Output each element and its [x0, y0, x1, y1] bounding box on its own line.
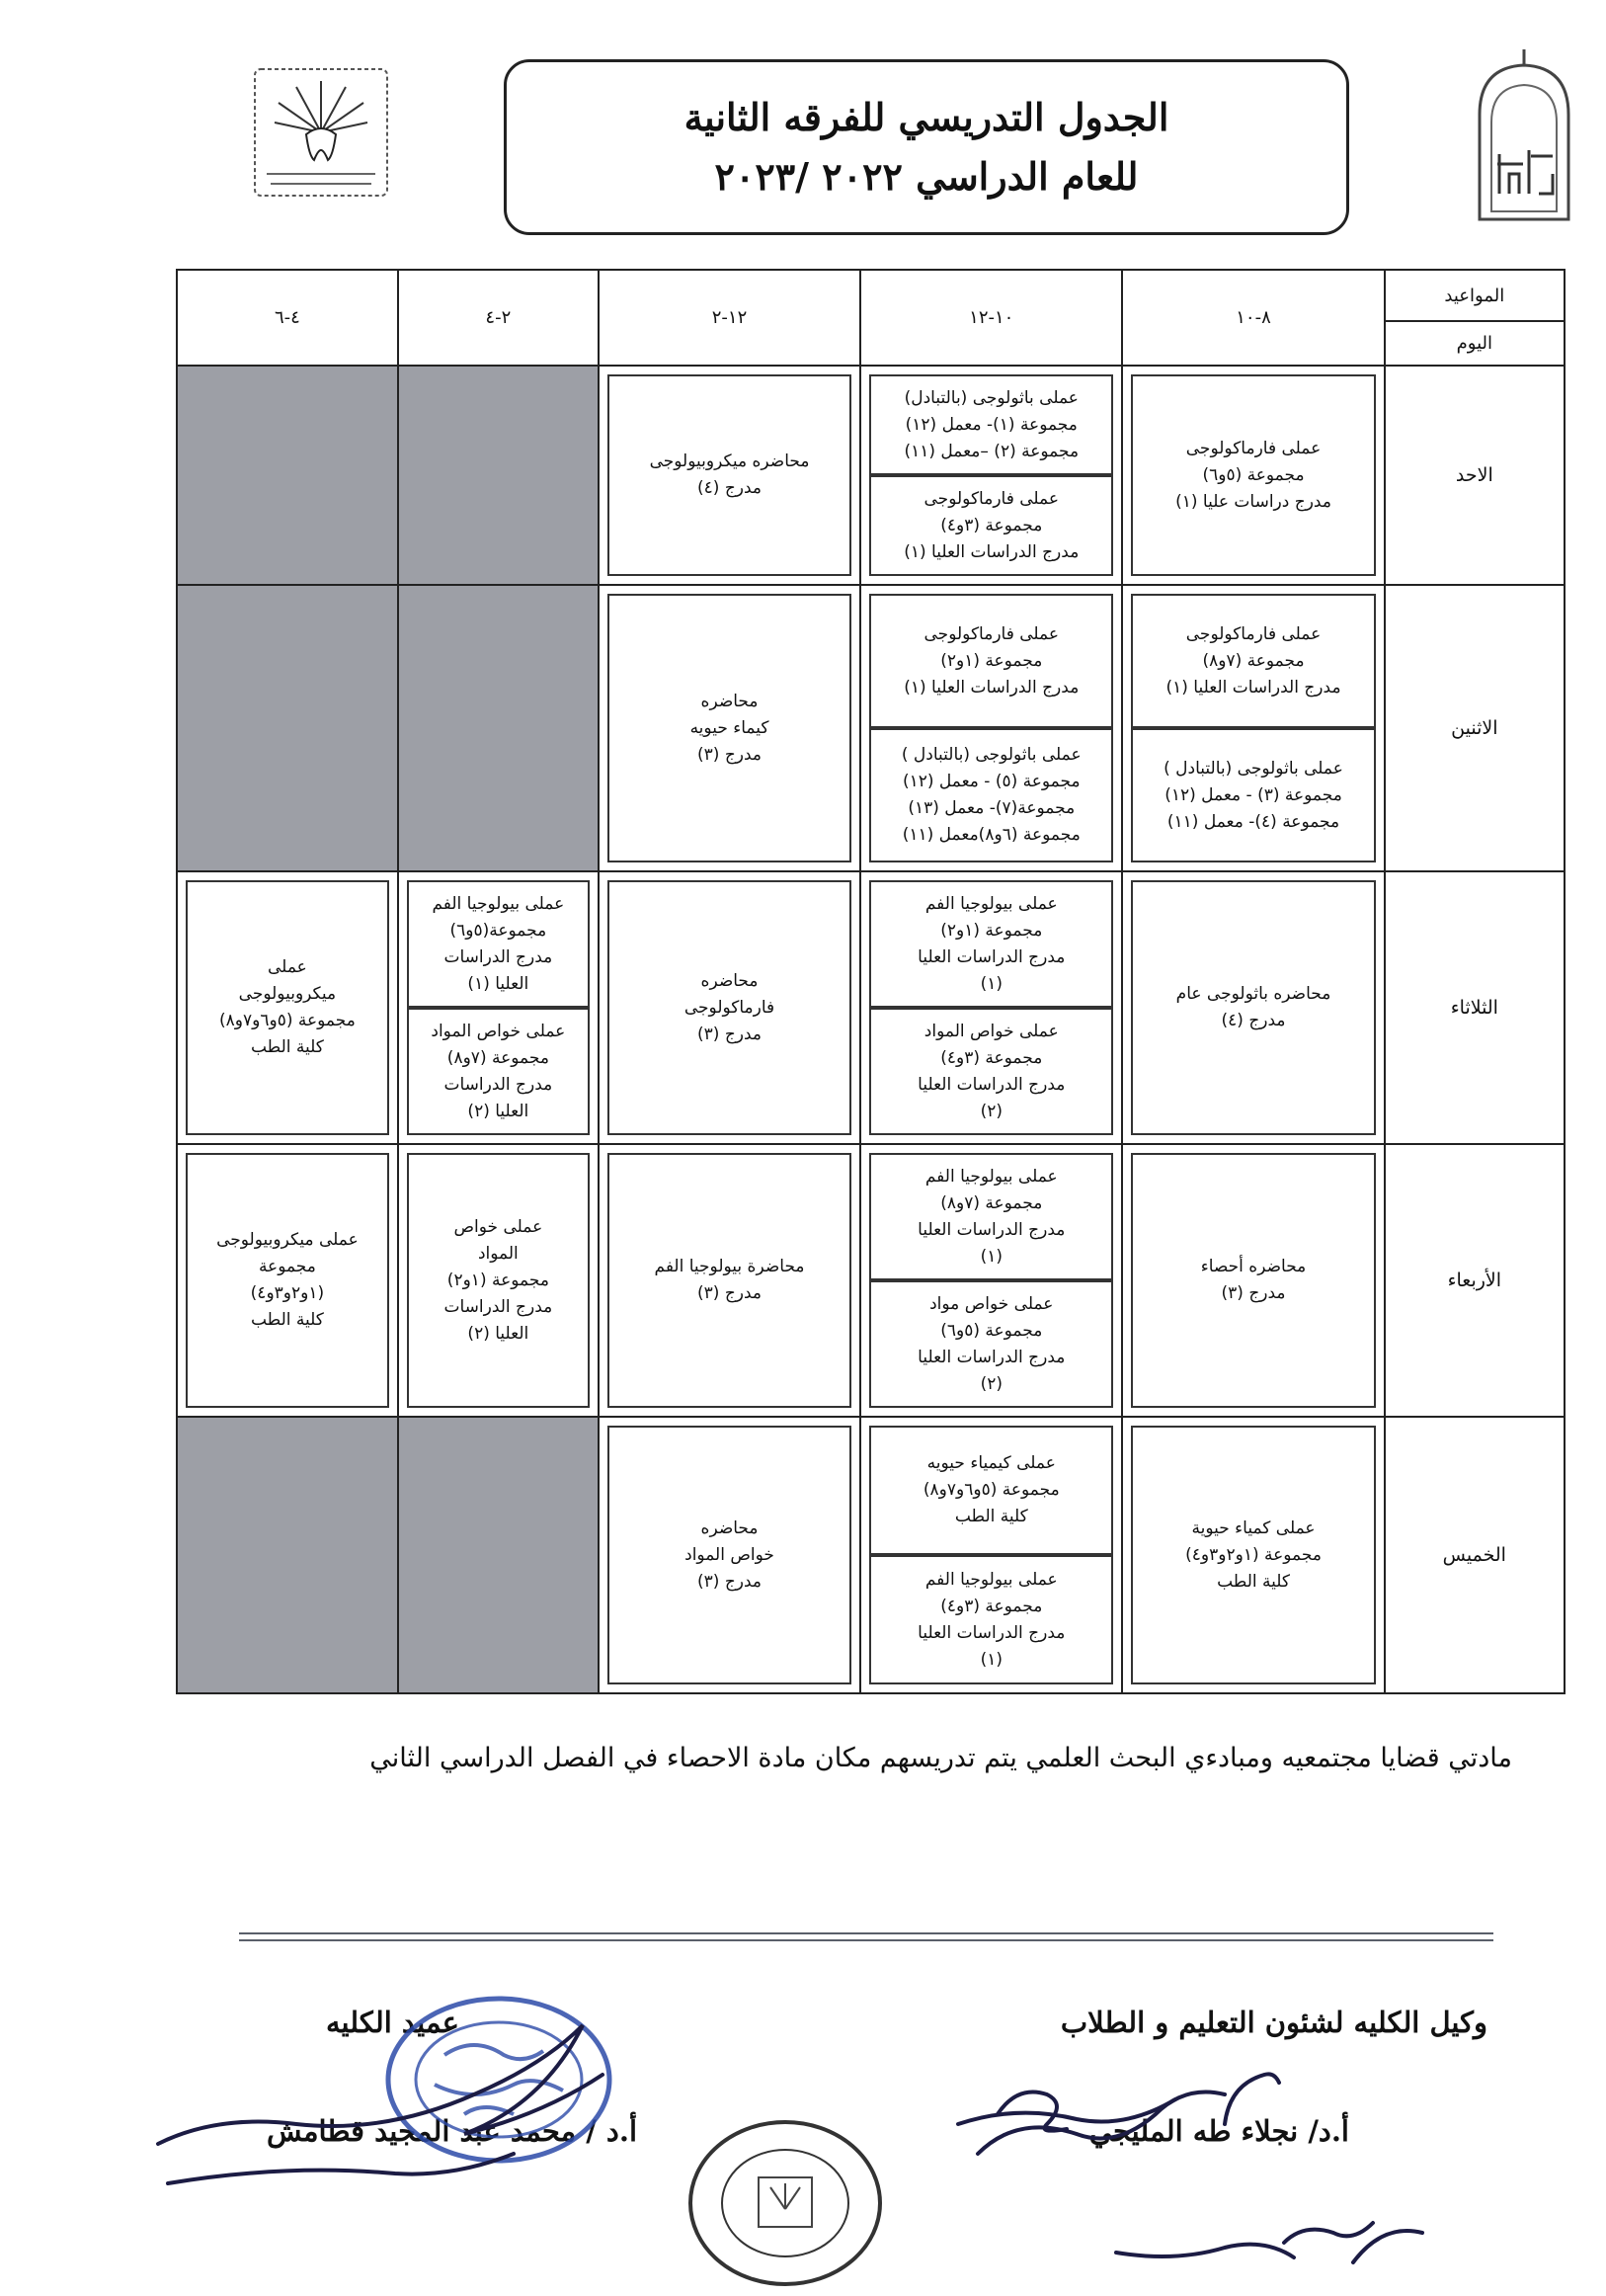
- day-cell: الثلاثاء: [1385, 871, 1565, 1144]
- session-cell: عملى ميكروبيولوجى مجموعة (٥و٦و٧و٨) كلية الطب: [177, 871, 398, 1144]
- schedule-table: [176, 269, 1566, 1694]
- page-title: الجدول التدريسي للفرقه الثانية: [683, 95, 1169, 139]
- day-header: اليوم: [1385, 321, 1565, 366]
- session-cell: عملى خواص المواد مجموعة (١و٢) مدرج الدراسات العليا (٢): [398, 1144, 599, 1417]
- empty-slot: [398, 1417, 599, 1693]
- times-header: المواعيد: [1385, 270, 1565, 321]
- empty-slot: [177, 585, 398, 871]
- session-cell: عملى بيولوجيا الفم مجموعة(٥و٦) مدرج الدراسات العليا (١) عملى خواص المواد مجموعة (٧و٨) مدرج الدراسات العليا (٢): [398, 871, 599, 1144]
- schedule-title-box: [504, 59, 1349, 235]
- separator-line: [239, 1932, 1493, 1934]
- day-cell: الاحد: [1385, 366, 1565, 585]
- session-cell: عملى كيمياء حيويه مجموعة (٥و٦و٧و٨) كلية الطب عملى بيولوجيا الفم مجموعة (٣و٤) مدرج الدراسات العليا (١): [860, 1417, 1122, 1693]
- university-logo: [1470, 45, 1578, 227]
- session-cell: محاضره فارماكولوجى مدرج (٣): [599, 871, 860, 1144]
- session-cell: محاضره باثولوجى عام مدرج (٤): [1122, 871, 1384, 1144]
- dean-name: أ.د / محمد عبد المجيد قطامش: [267, 2114, 638, 2148]
- day-cell: الخميس: [1385, 1417, 1565, 1693]
- separator-line: [239, 1939, 1493, 1941]
- table-row: [177, 1144, 1565, 1417]
- session-cell: محاضره أحصاء مدرج (٣): [1122, 1144, 1384, 1417]
- academic-year: للعام الدراسي ٢٠٢٢ /٢٠٢٣: [714, 154, 1139, 199]
- table-row: [177, 1417, 1565, 1693]
- session-cell: عملى ميكروبيولوجى مجموعة (١و٢و٣و٤) كلية الطب: [177, 1144, 398, 1417]
- time-slot-header: ٨-١٠: [1122, 270, 1384, 366]
- empty-slot: [177, 1417, 398, 1693]
- empty-slot: [398, 366, 599, 585]
- session-cell: عملى فارماكولوجى مجموعة (٧و٨) مدرج الدراسات العليا (١) عملى باثولوجى (بالتبادل ) مجموعة (٣) - معمل (١٢) مجموعة (٤)- معمل (١١): [1122, 585, 1384, 871]
- session-cell: عملى بيولوجيا الفم مجموعة (١و٢) مدرج الدراسات العليا (١) عملى خواص المواد مجموعة (٣و٤) مدرج الدراسات العليا (٢): [860, 871, 1122, 1144]
- time-slot-header: ٢-٤: [398, 270, 599, 366]
- session-cell: محاضرة بيولوجيا الفم مدرج (٣): [599, 1144, 860, 1417]
- table-row: [177, 871, 1565, 1144]
- session-cell: محاضره خواص المواد مدرج (٣): [599, 1417, 860, 1693]
- time-slot-header: ١٠-١٢: [860, 270, 1122, 366]
- time-slot-header: ١٢-٢: [599, 270, 860, 366]
- empty-slot: [398, 585, 599, 871]
- table-row: [177, 585, 1565, 871]
- session-cell: عملى كمياء حيوية مجموعة (١و٢و٣و٤) كلية الطب: [1122, 1417, 1384, 1693]
- session-cell: عملى باثولوجى (بالتبادل) مجموعة (١)- معمل (١٢) مجموعة (٢) –معمل (١١) عملى فارماكولوجى مجموعة (٣و٤) مدرج الدراسات العليا (١): [860, 366, 1122, 585]
- faculty-logo: [247, 63, 395, 202]
- table-row: [177, 366, 1565, 585]
- session-cell: عملى بيولوجيا الفم مجموعة (٧و٨) مدرج الدراسات العليا (١) عملى خواص مواد مجموعة (٥و٦) مدرج الدراسات العليا (٢): [860, 1144, 1122, 1417]
- footnote: مادتي قضايا مجتمعيه ومبادءي البحث العلمي يتم تدريسهم مكان مادة الاحصاء في الفصل الدراسي الثاني: [369, 1743, 1512, 1773]
- session-cell: عملى فارماكولوجى مجموعة (١و٢) مدرج الدراسات العليا (١) عملى باثولوجى (بالتبادل ) مجموعة (٥) - معمل (١٢) مجموعة(٧)- معمل (١٣) مجموعة (٦و٨)معمل (١١): [860, 585, 1122, 871]
- dean-title: عميد الكليه: [326, 2006, 459, 2039]
- vice-dean-title: وكيل الكليه لشئون التعليم و الطلاب: [1060, 2006, 1487, 2039]
- handwritten-signatures: [128, 1986, 1462, 2282]
- time-slot-header: ٤-٦: [177, 270, 398, 366]
- day-cell: الأربعاء: [1385, 1144, 1565, 1417]
- empty-slot: [177, 366, 398, 585]
- session-cell: محاضره ميكروبيولوجى مدرج (٤): [599, 366, 860, 585]
- session-cell: عملى فارماكولوجى مجموعة (٥و٦) مدرج دراسات عليا (١): [1122, 366, 1384, 585]
- session-cell: محاضره كيماء حيويه مدرج (٣): [599, 585, 860, 871]
- vice-dean-name: أ.د/ نجلاء طه المليجي: [1088, 2114, 1349, 2148]
- day-cell: الاثنين: [1385, 585, 1565, 871]
